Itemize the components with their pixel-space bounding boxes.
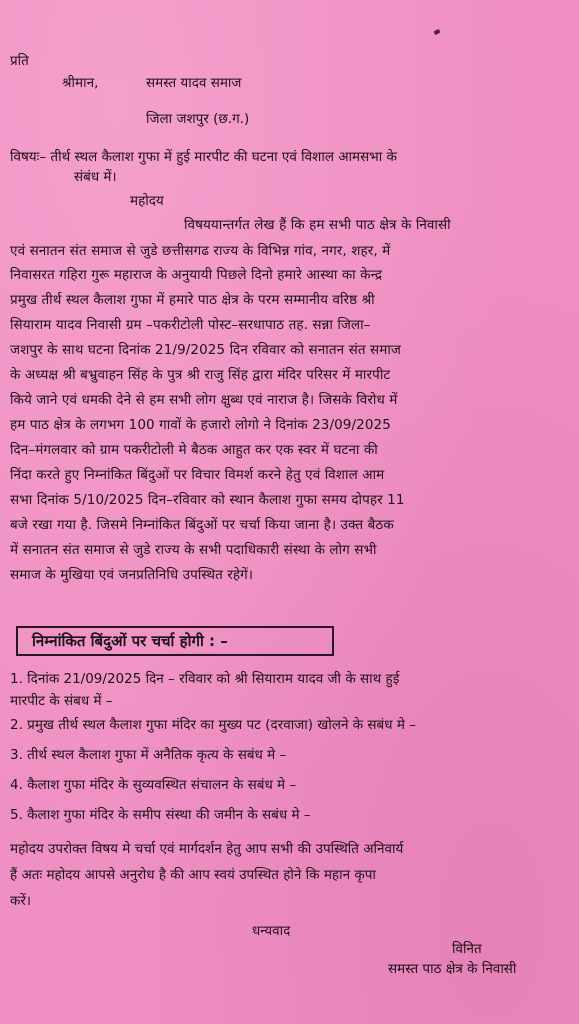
body-line: दिन–मंगलवार को ग्राम पकरीटोली मे बैठक आहुत कर एक स्वर में घटना की	[10, 442, 378, 458]
body-line: सियाराम यादव निवासी ग्रम –पकरीटोली पोस्ट–सरधापाठ तह. सन्ना जिला–	[10, 317, 371, 333]
body-line: किये जाने एवं धमकी देने से हम सभी लोग क्षुब्ध एवं नाराज है। जिसके विरोध में	[10, 392, 398, 408]
body-line: निंदा करते हुए निम्नांकित बिंदुओं पर विचार विमर्श करने हेतु एवं विशाल आम	[10, 467, 385, 483]
recipient-name: समस्त यादव समाज	[146, 75, 242, 91]
point-item: 3. तीर्थ स्थल कैलाश गुफा में अनैतिक कृत्य के सबंध मे –	[10, 747, 287, 763]
body-line: प्रमुख तीर्थ स्थल कैलाश गुफा में हमारे पाठ क्षेत्र के परम सम्मानीय वरिष्ठ श्री	[10, 292, 375, 308]
subject-line-2: संबंध में।	[74, 169, 117, 185]
closing-line: महोदय उपरोक्त विषय मे चर्चा एवं मार्गदर्शन हेतु आप सभी की उपस्थिति अनिवार्य	[10, 841, 404, 857]
body-line: हम पाठ क्षेत्र के लगभग 100 गावों के हजारो लोगो ने दिनांक 23/09/2025	[10, 417, 391, 433]
subject-line-1: विषयः– तीर्थ स्थल कैलाश गुफा में हुई मारपीट की घटना एवं विशाल आमसभा के	[10, 149, 397, 165]
ink-mark	[433, 29, 440, 35]
vinit-text: विनित	[452, 941, 482, 957]
body-line: के अध्यक्ष श्री बभ्रुवाहन सिंह के पुत्र श्री राजु सिंह द्वारा मंदिर परिसर में मारपीट	[10, 367, 391, 383]
body-line: विषययान्तर्गत लेख हैं कि हम सभी पाठ क्षेत्र के निवासी	[184, 217, 451, 233]
thanks-text: धन्यवाद	[252, 923, 291, 939]
point-item: 2. प्रमुख तीर्थ स्थल कैलाश गुफा मंदिर का मुख्य पट (दरवाजा) खोलने के सबंध मे –	[10, 717, 416, 733]
body-line: जशपुर के साथ घटना दिनांक 21/9/2025 दिन रविवार को सनातन संत समाज	[10, 342, 402, 358]
closing-line: हैं अतः महोदय आपसे अनुरोध है की आप स्वयं उपस्थित होने कि महान कृपा	[10, 867, 376, 883]
body-line: में सनातन संत समाज से जुडे राज्य के सभी पदाधिकारी संस्था के लोग सभी	[10, 542, 377, 558]
body-line: निवासरत गहिरा गुरू महाराज के अनुयायी पिछले दिनो हमारे आस्था का केन्द्र	[10, 267, 383, 283]
body-line: सभा दिनांक 5/10/2025 दिन–रविवार को स्थान कैलाश गुफा समय दोपहर 11	[10, 492, 405, 508]
closing-line: करें।	[10, 893, 32, 909]
point-item: 4. कैलाश गुफा मंदिर के सुव्यवस्थित संचालन के सबंध मे –	[10, 777, 297, 793]
points-heading: निम्नांकित बिंदुओं पर चर्चा होगी : –	[16, 626, 334, 656]
body-line: एवं सनातन संत समाज से जुडे छत्तीसगढ राज्य के विभिन्न गांव, नगर, शहर, में	[10, 243, 391, 259]
body-line: समाज के मुखिया एवं जनप्रतिनिधि उपस्थित रहेगें।	[10, 567, 254, 583]
recipient-location: जिला जशपुर (छ.ग.)	[146, 111, 250, 127]
signatory-text: समस्त पाठ क्षेत्र के निवासी	[388, 961, 517, 977]
salutation: महोदय	[130, 193, 164, 209]
recipient-title: श्रीमान,	[62, 75, 99, 91]
body-line: बजे रखा गया है. जिसमे निम्नांकित बिंदुओं पर चर्चा किया जाना है। उक्त बैठक	[10, 517, 394, 533]
point-item: 5. कैलाश गुफा मंदिर के समीप संस्था की जमीन के सबंध मे –	[10, 807, 311, 823]
prati-label: प्रति	[10, 53, 29, 69]
point-item: 1. दिनांक 21/09/2025 दिन – रविवार को श्री सियाराम यादव जी के साथ हुई	[10, 671, 400, 687]
point-item: मारपीट के संबध में –	[10, 693, 113, 709]
